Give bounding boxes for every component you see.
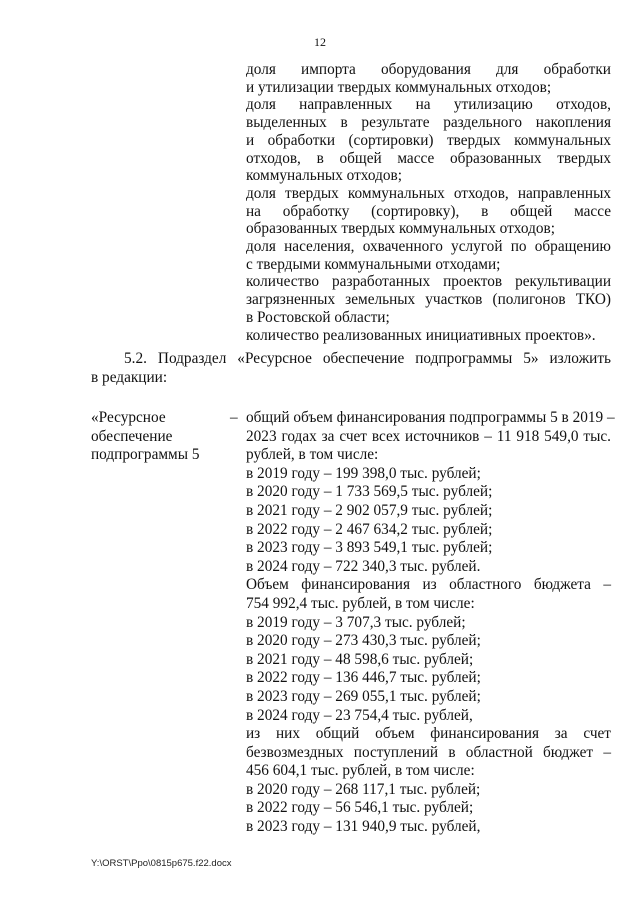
funding-line: в 2024 году – 23 754,4 тыс. рублей,: [246, 706, 473, 724]
funding-line: в 2024 году – 722 340,3 тыс. рублей.: [246, 557, 481, 575]
funding-line: общий объем финансирования подпрограммы 5 в 2019 –: [246, 409, 615, 426]
indicator-line: количество разработанных проектов рекультивации: [246, 273, 611, 291]
funding-line: в 2019 году – 3 707,3 тыс. рублей;: [246, 613, 466, 631]
indicator-line: доля населения, охваченного услугой по обращению: [246, 238, 611, 256]
label-line: обеспечение: [91, 427, 173, 445]
resource-provision-label: [91, 409, 221, 465]
funding-line: в 2021 году – 48 598,6 тыс. рублей;: [246, 650, 474, 668]
indicator-line: и обработки (сортировки) твердых коммунальных: [246, 131, 611, 149]
indicator-line: образованных твердых коммунальных отходов;: [246, 220, 555, 238]
indicator-list: [246, 61, 611, 344]
indicator-line: выделенных в результате раздельного накопления: [246, 114, 611, 132]
indicator-line: загрязненных земельных участков (полигонов ТКО): [246, 291, 611, 309]
funding-line: безвозмездных поступлений в областной бюджет –: [246, 743, 611, 761]
funding-line: в 2020 году – 1 733 569,5 тыс. рублей;: [246, 483, 493, 501]
funding-line: 2023 годах за счет всех источников – 11 918 549,0 тыс.: [246, 427, 611, 445]
label-dash: –: [230, 409, 238, 426]
funding-line: в 2022 году – 56 546,1 тыс. рублей;: [246, 799, 474, 817]
funding-line: в 2020 году – 268 117,1 тыс. рублей;: [246, 780, 481, 798]
label-line: «Ресурсное: [91, 409, 166, 426]
page-number: 12: [314, 35, 326, 49]
indicator-line: на обработку (сортировку), в общей массе: [246, 202, 611, 220]
indicator-line: коммунальных отходов;: [246, 167, 402, 185]
funding-line: 456 604,1 тыс. рублей, в том числе:: [246, 762, 475, 780]
indicator-line: и утилизации твердых коммунальных отходов;: [246, 78, 552, 96]
funding-line: в 2022 году – 136 446,7 тыс. рублей;: [246, 669, 481, 687]
indicator-line: в Ростовской области;: [246, 308, 390, 326]
indicator-line: доля импорта оборудования для обработки: [246, 61, 611, 78]
funding-line: в 2022 году – 2 467 634,2 тыс. рублей;: [246, 520, 493, 538]
funding-line: Объем финансирования из областного бюджета –: [246, 576, 611, 594]
funding-line: в 2019 году – 199 398,0 тыс. рублей;: [246, 464, 481, 482]
indicator-line: доля твердых коммунальных отходов, направленных: [246, 184, 611, 202]
indicator-line: с твердыми коммунальными отходами;: [246, 255, 501, 273]
funding-line: из них общий объем финансирования за счет: [246, 725, 611, 743]
funding-line: рублей, в том числе:: [246, 446, 379, 464]
section-heading-line: 5.2. Подраздел «Ресурсное обеспечение подпрограммы 5» изложить: [124, 350, 611, 367]
funding-line: в 2023 году – 3 893 549,1 тыс. рублей;: [246, 539, 493, 557]
funding-line: в 2021 году – 2 902 057,9 тыс. рублей;: [246, 501, 493, 519]
indicator-line: количество реализованных инициативных проектов».: [246, 326, 596, 344]
indicator-line: доля направленных на утилизацию отходов,: [246, 96, 611, 114]
funding-line: в 2020 году – 273 430,3 тыс. рублей;: [246, 632, 481, 650]
funding-line: в 2023 году – 131 940,9 тыс. рублей,: [246, 818, 481, 836]
section-heading-continuation: в редакции:: [91, 369, 168, 386]
funding-line: в 2023 году – 269 055,1 тыс. рублей;: [246, 687, 481, 705]
resource-provision-content: [246, 409, 615, 837]
funding-line: 754 992,4 тыс. рублей, в том числе:: [246, 594, 475, 612]
file-path-footer: Y:\ORST\Ppo\0815p675.f22.docx: [91, 858, 232, 869]
label-line: подпрограммы 5: [91, 446, 200, 464]
indicator-line: отходов, в общей массе образованных твердых: [246, 149, 611, 167]
section-paragraph: [91, 349, 611, 387]
